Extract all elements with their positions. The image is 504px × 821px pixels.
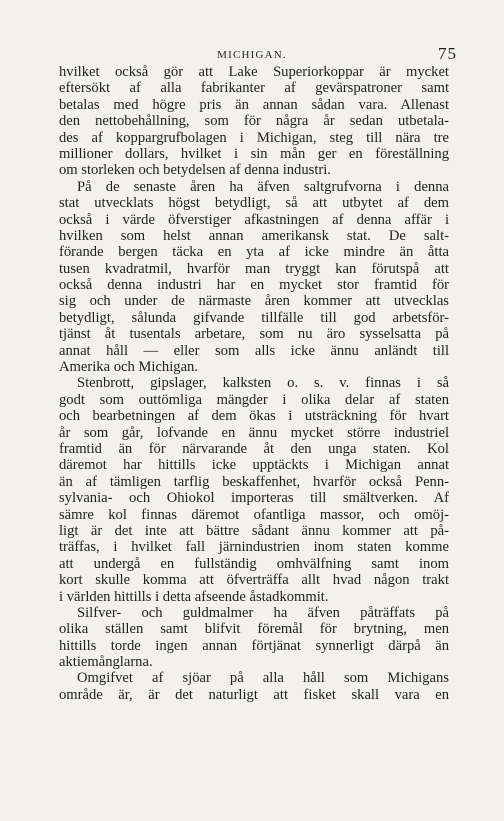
text-line: betalas med högre pris än annan sådan vara. Allenast [59,96,449,113]
text-line: än af tämligen tarflig beskaffenhet, hvarför också Penn- [59,473,449,490]
text-line: hvilken som helst annan amerikansk stat. De salt- [59,227,449,244]
paragraph [59,605,449,671]
text-line: olika ställen samt blifvit föremål för brytning, men [59,621,449,638]
text-line: sig och under de närmaste åren kommer att utvecklas [59,293,449,310]
text-line: tjänst åt tusentals arbetare, som nu äro sysselsatta på [59,326,449,343]
page-number: 75 [438,44,457,63]
text-line: sämre kol finnas däremot ofantliga massor, och omöj- [59,506,449,523]
text-line: godt som outtömliga mängder i olika delar af staten [59,391,449,408]
text-line: ligt är det inte att bättre sådant ännu kommer att på- [59,522,449,539]
running-header: MICHIGAN. [217,49,287,61]
text-line: däremot har hittills icke upptäckts i Michigan annat [59,457,449,474]
text-line: sylvania- och Ohiokol importeras till smältverken. Af [59,490,449,507]
text-line: millioner dollars, hvilket i sin mån ger en föreställning [59,145,449,162]
body-text [59,64,449,703]
text-line: eftersökt af alla fabrikanter af gevärspatroner samt [59,80,449,97]
text-line: Omgifvet af sjöar på alla håll som Michigans [77,670,449,687]
text-line: tusen kvadratmil, hvarför man tryggt kan förutspå att [59,260,449,277]
text-line: annat håll — eller som alls icke ännu anländt till [59,342,449,359]
text-line: hvilket också gör att Lake Superiorkoppar är mycket [59,64,449,80]
text-line: Silfver- och guldmalmer ha äfven påträffats på [77,604,449,621]
text-line: år som går, lofvande en ännu mycket större industriel [59,424,449,441]
text-line: den nettobehållning, som för några år sedan utbetala- [59,113,449,130]
text-line: des af koppargrufbolagen i Michigan, steg till nära tre [59,129,449,146]
text-line: träffas, i hvilket fall järnindustrien inom staten komme [59,539,449,556]
text-line: område är, är det naturligt att fisket skall vara en [59,686,449,703]
paragraph [59,670,449,703]
text-line: och bearbetningen af dem ökas i utsträckning för hvart [59,408,449,425]
paragraph [59,179,449,376]
text-line: också denna industri har en mycket stor framtid för [59,277,449,294]
text-line: betydligt, sålunda gifvande tillfälle till god arbetsför- [59,309,449,326]
text-line: förande bergen täcka en yta af icke mindre än åtta [59,244,449,261]
text-line: Stenbrott, gipslager, kalksten o. s. v. finnas i så [77,375,449,392]
text-line: stat utvecklats högst betydligt, så att utbytet af dem [59,195,449,212]
paragraph [59,64,449,179]
text-line: kort skulle komma att öfverträffa allt hvad någon trakt [59,572,449,589]
text-line: framtid än för närvarande åt den unga staten. Kol [59,440,449,457]
text-line: Amerika och Michigan. [59,359,199,376]
text-line: också i värde öfverstiger afkastningen af denna affär i [59,211,449,228]
text-line: om storleken och betydelsen af denna industri. [59,162,331,179]
text-line: att undergå en fullständig omhvälfning samt inom [59,555,449,572]
text-line: På de senaste åren ha äfven saltgrufvorna i denna [77,178,449,195]
text-line: hittills torde ingen annan förtjänat synnerligt därpå än [59,637,449,654]
text-line: i världen hittills i detta afseende åstadkommit. [59,588,329,605]
text-line: aktiemånglarna. [59,654,153,671]
paragraph [59,375,449,604]
